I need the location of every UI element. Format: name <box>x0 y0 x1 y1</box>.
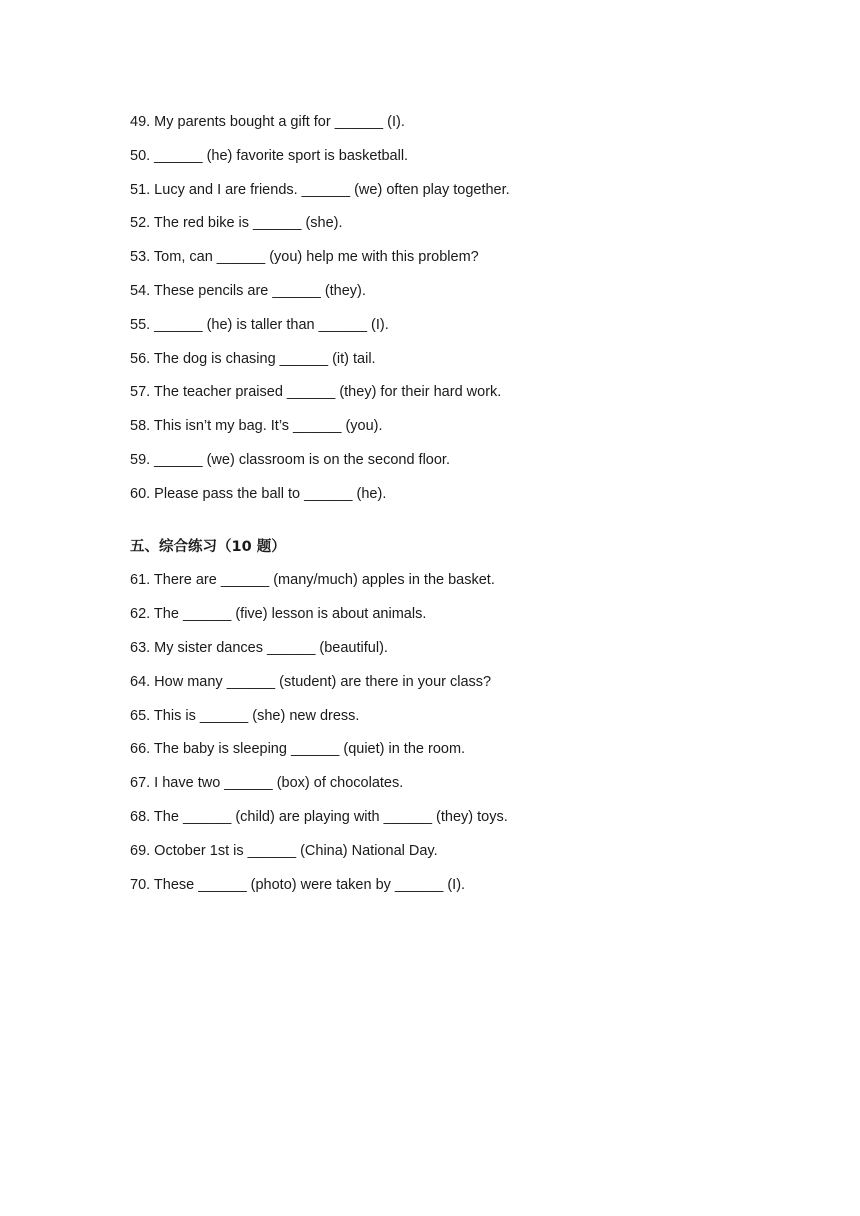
question-52: 52. The red bike is ______ (she). <box>130 215 343 232</box>
question-63: 63. My sister dances ______ (beautiful). <box>130 639 388 656</box>
question-50: 50. ______ (he) favorite sport is basketball. <box>130 147 409 164</box>
section-spacer <box>130 518 810 537</box>
question-51: 51. Lucy and I are friends. ______ (we) often play together. <box>130 181 510 198</box>
exercise-content <box>130 112 810 908</box>
question-57: 57. The teacher praised ______ (they) for their hard work. <box>130 384 502 401</box>
question-62: 62. The ______ (five) lesson is about animals. <box>130 606 427 623</box>
question-60: 60. Please pass the ball to ______ (he). <box>130 485 387 502</box>
question-54: 54. These pencils are ______ (they). <box>130 282 366 299</box>
question-56: 56. The dog is chasing ______ (it) tail. <box>130 350 376 367</box>
question-70: 70. These ______ (photo) were taken by ______ (I). <box>130 876 466 893</box>
question-59: 59. ______ (we) classroom is on the second floor. <box>130 451 450 468</box>
question-66: 66. The baby is sleeping ______ (quiet) in the room. <box>130 741 466 758</box>
question-69: 69. October 1st is ______ (China) National Day. <box>130 842 438 859</box>
question-53: 53. Tom, can ______ (you) help me with this problem? <box>130 249 479 266</box>
question-49: 49. My parents bought a gift for ______ (I). <box>130 114 405 130</box>
question-68: 68. The ______ (child) are playing with ______ (they) toys. <box>130 808 508 825</box>
question-61: 61. There are ______ (many/much) apples in the basket. <box>130 572 495 589</box>
question-64: 64. How many ______ (student) are there in your class? <box>130 673 492 690</box>
question-58: 58. This isn’t my bag. It’s ______ (you). <box>130 418 383 435</box>
question-67: 67. I have two ______ (box) of chocolates. <box>130 775 404 792</box>
question-65: 65. This is ______ (she) new dress. <box>130 707 360 724</box>
question-55: 55. ______ (he) is taller than ______ (I). <box>130 316 389 333</box>
section-title: 五、综合练习（10 题） <box>130 538 286 555</box>
